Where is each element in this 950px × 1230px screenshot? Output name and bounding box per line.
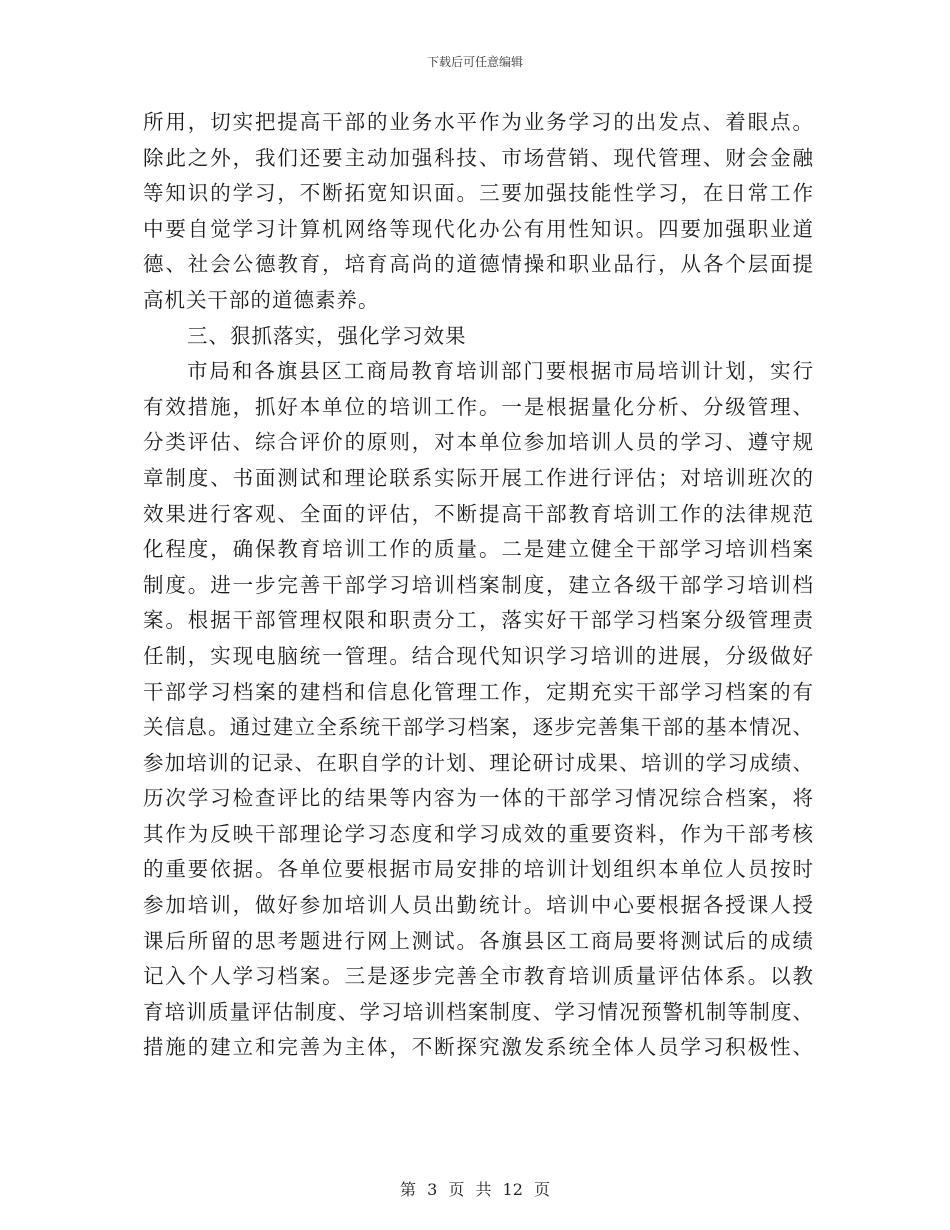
text-line: 育培训质量评估制度、学习培训档案制度、学习情况预警机制等制度、 (143, 999, 813, 1024)
text-line: 德、社会公德教育，培育高尚的道德情操和职业品行，从各个层面提 (143, 252, 813, 277)
text-line: 所用，切实把提高干部的业务水平作为业务学习的出发点、着眼点。 (143, 110, 813, 134)
text-line: 效果进行客观、全面的评估，不断提高干部教育培训工作的法律规范 (143, 501, 813, 526)
text-line: 除此之外，我们还要主动加强科技、市场营销、现代管理、财会金融 (143, 145, 813, 170)
text-line: 高机关干部的道德素养。 (143, 287, 380, 312)
text-line: 案。根据干部管理权限和职责分工，落实好干部学习档案分级管理责 (143, 608, 813, 633)
page-header: 下载后可任意编辑 (426, 55, 523, 69)
text-line: 记入个人学习档案。三是逐步完善全市教育培训质量评估体系。以教 (143, 964, 813, 989)
text-line: 市局和各旗县区工商局教育培训部门要根据市局培训计划，实行 (187, 359, 813, 384)
text-line: 参加培训，做好参加培训人员出勤统计。培训中心要根据各授课人授 (143, 893, 813, 918)
text-line: 历次学习检查评比的结果等内容为一体的干部学习情况综合档案，将 (143, 786, 813, 811)
text-line: 等知识的学习，不断拓宽知识面。三要加强技能性学习，在日常工作 (143, 181, 813, 206)
text-line: 任制，实现电脑统一管理。结合现代知识学习培训的进展，分级做好 (143, 643, 813, 668)
document-body (143, 105, 813, 1066)
page-number-footer: 第 3 页 共 12 页 (400, 1180, 550, 1199)
text-line: 中要自觉学习计算机网络等现代化办公有用性知识。四要加强职业道 (143, 216, 813, 241)
text-line: 干部学习档案的建档和信息化管理工作，定期充实干部学习档案的有 (143, 679, 813, 704)
text-line: 化程度，确保教育培训工作的质量。二是建立健全干部学习培训档案 (143, 537, 813, 562)
section-heading: 三、狠抓落实，强化学习效果 (187, 323, 467, 348)
text-line: 关信息。通过建立全系统干部学习档案，逐步完善集干部的基本情况、 (143, 715, 813, 740)
text-line: 分类评估、综合评价的原则，对本单位参加培训人员的学习、遵守规 (143, 430, 813, 455)
text-line: 参加培训的记录、在职自学的计划、理论研讨成果、培训的学习成绩、 (143, 750, 813, 775)
text-line: 章制度、书面测试和理论联系实际开展工作进行评估；对培训班次的 (143, 465, 813, 490)
text-line: 的重要依据。各单位要根据市局安排的培训计划组织本单位人员按时 (143, 857, 813, 882)
text-line: 有效措施，抓好本单位的培训工作。一是根据量化分析、分级管理、 (143, 394, 813, 419)
text-line: 措施的建立和完善为主体，不断探究激发系统全体人员学习积极性、 (143, 1035, 813, 1060)
text-line: 课后所留的思考题进行网上测试。各旗县区工商局要将测试后的成绩 (143, 928, 813, 953)
text-line: 制度。进一步完善干部学习培训档案制度，建立各级干部学习培训档 (143, 572, 813, 597)
text-line: 其作为反映干部理论学习态度和学习成效的重要资料，作为干部考核 (143, 821, 813, 846)
